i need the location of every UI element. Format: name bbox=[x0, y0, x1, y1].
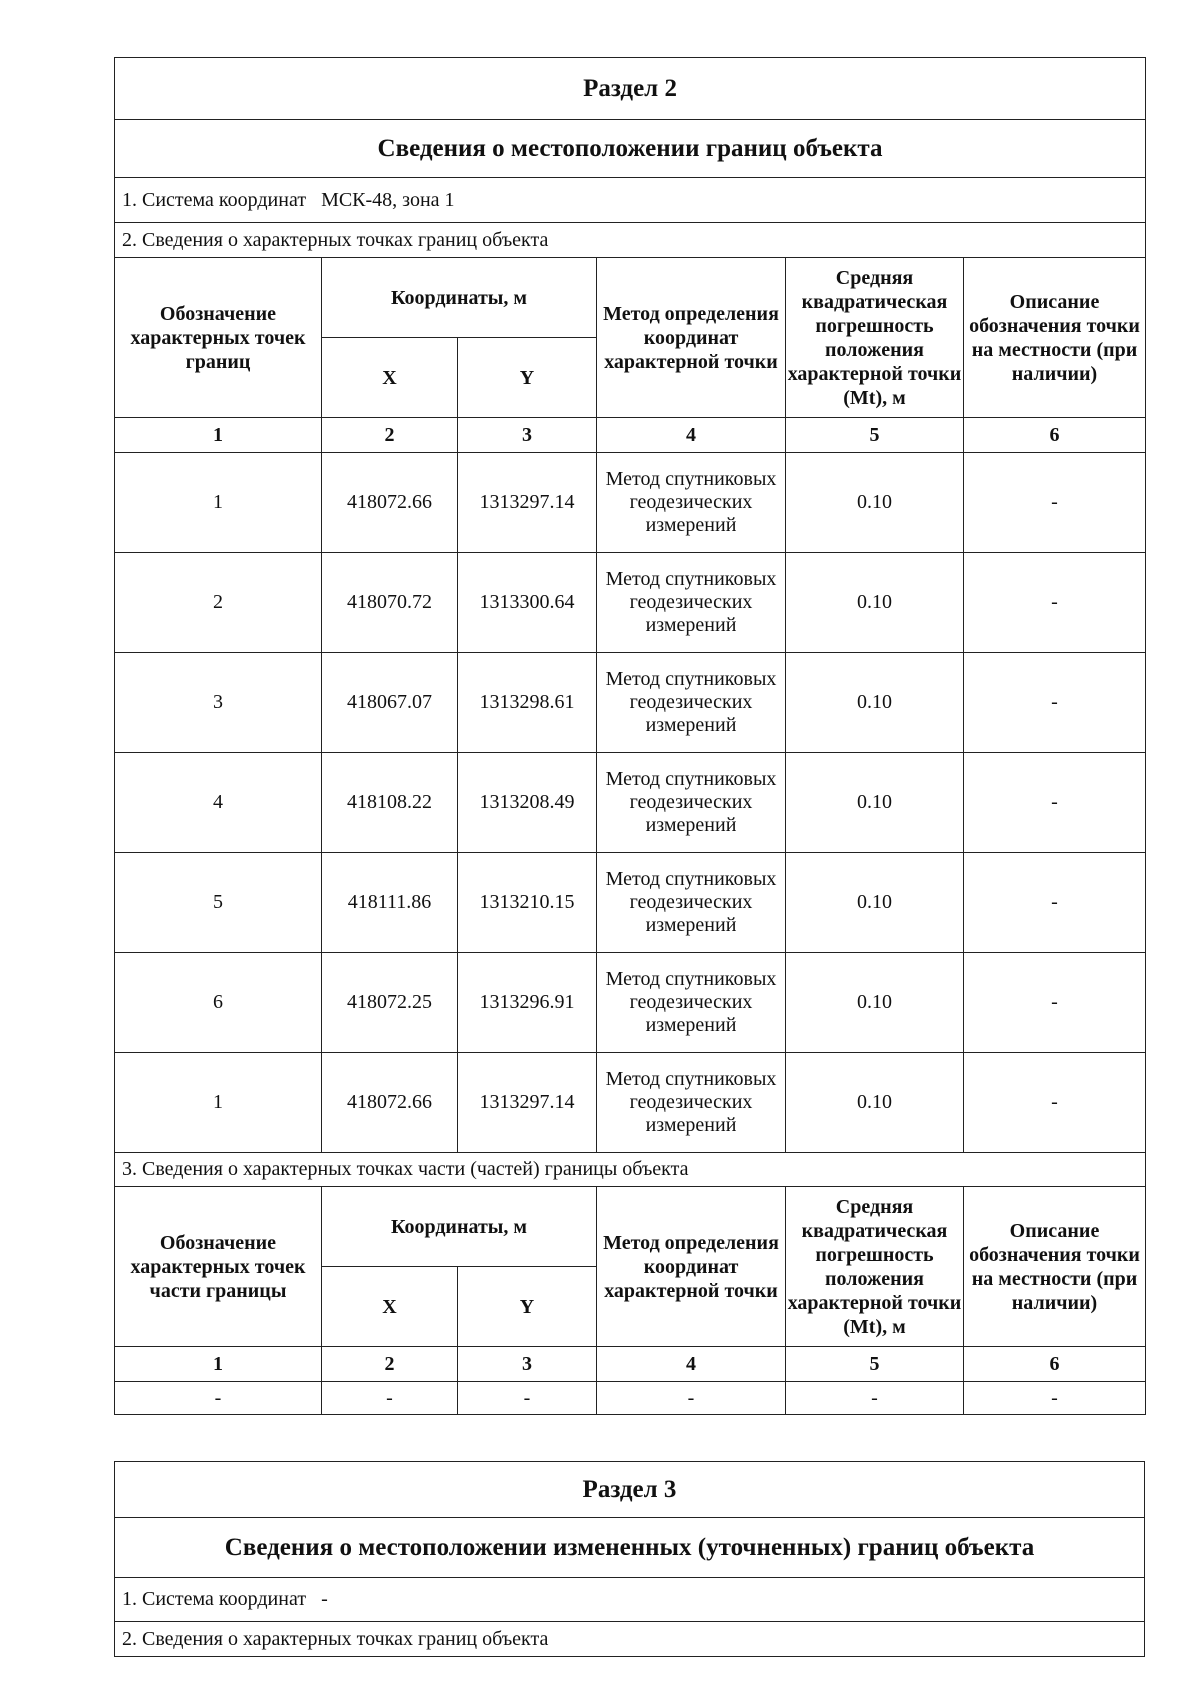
cell-desc: - bbox=[964, 853, 1146, 953]
coord-system-value: - bbox=[321, 1588, 328, 1610]
col-number: 3 bbox=[458, 1347, 597, 1382]
section-3-points-heading: 2. Сведения о характерных точках границ объекта bbox=[115, 1622, 1145, 1657]
section-3-title: Раздел 3 bbox=[115, 1462, 1145, 1518]
cell-desc: - bbox=[964, 453, 1146, 553]
cell-y: 1313300.64 bbox=[458, 553, 597, 653]
cell-x: 418072.66 bbox=[322, 1053, 458, 1153]
cell-empty: - bbox=[786, 1382, 964, 1415]
table-row bbox=[115, 953, 1146, 1053]
col-number: 3 bbox=[458, 418, 597, 453]
cell-error: 0.10 bbox=[786, 453, 964, 553]
col-number: 1 bbox=[115, 1347, 322, 1382]
table-row bbox=[115, 453, 1146, 553]
col-number: 2 bbox=[322, 1347, 458, 1382]
col-number: 6 bbox=[964, 418, 1146, 453]
parts-header-coords: Координаты, м bbox=[322, 1187, 597, 1267]
col-number: 6 bbox=[964, 1347, 1146, 1382]
cell-point: 1 bbox=[115, 453, 322, 553]
cell-error: 0.10 bbox=[786, 653, 964, 753]
col-number: 2 bbox=[322, 418, 458, 453]
coord-system-row bbox=[115, 178, 1146, 223]
cell-error: 0.10 bbox=[786, 953, 964, 1053]
table-row bbox=[115, 753, 1146, 853]
cell-method: Метод спутниковых геодезических измерений bbox=[597, 553, 786, 653]
cell-point: 4 bbox=[115, 753, 322, 853]
section-3-table bbox=[114, 1461, 1145, 1657]
cell-method: Метод спутниковых геодезических измерений bbox=[597, 853, 786, 953]
cell-error: 0.10 bbox=[786, 753, 964, 853]
points-heading: 2. Сведения о характерных точках границ объекта bbox=[115, 223, 1146, 258]
cell-x: 418070.72 bbox=[322, 553, 458, 653]
section-3-coord-system-row bbox=[115, 1578, 1145, 1622]
parts-header-y: Y bbox=[458, 1267, 597, 1347]
cell-method: Метод спутниковых геодезических измерений bbox=[597, 953, 786, 1053]
cell-error: 0.10 bbox=[786, 553, 964, 653]
col-number: 5 bbox=[786, 418, 964, 453]
cell-point: 3 bbox=[115, 653, 322, 753]
cell-point: 2 bbox=[115, 553, 322, 653]
parts-heading: 3. Сведения о характерных точках части (частей) границы объекта bbox=[115, 1153, 1146, 1187]
col-number: 4 bbox=[597, 418, 786, 453]
parts-header-designation: Обозначение характерных точек части границы bbox=[115, 1187, 322, 1347]
cell-method: Метод спутниковых геодезических измерений bbox=[597, 1053, 786, 1153]
parts-header-error: Средняя квадратическая погрешность положения характерной точки (Mt), м bbox=[786, 1187, 964, 1347]
col-number: 1 bbox=[115, 418, 322, 453]
cell-point: 5 bbox=[115, 853, 322, 953]
cell-method: Метод спутниковых геодезических измерений bbox=[597, 653, 786, 753]
table-row bbox=[115, 1382, 1146, 1415]
header-x: X bbox=[322, 338, 458, 418]
cell-point: 1 bbox=[115, 1053, 322, 1153]
parts-header-x: X bbox=[322, 1267, 458, 1347]
header-description: Описание обозначения точки на местности (при наличии) bbox=[964, 258, 1146, 418]
cell-y: 1313298.61 bbox=[458, 653, 597, 753]
section-2-table bbox=[114, 57, 1146, 1415]
cell-point: 6 bbox=[115, 953, 322, 1053]
parts-header-description: Описание обозначения точки на местности (при наличии) bbox=[964, 1187, 1146, 1347]
table-row bbox=[115, 1053, 1146, 1153]
cell-y: 1313297.14 bbox=[458, 1053, 597, 1153]
cell-x: 418111.86 bbox=[322, 853, 458, 953]
section-2-subtitle: Сведения о местоположении границ объекта bbox=[115, 120, 1146, 178]
cell-x: 418072.66 bbox=[322, 453, 458, 553]
cell-desc: - bbox=[964, 753, 1146, 853]
cell-desc: - bbox=[964, 653, 1146, 753]
cell-method: Метод спутниковых геодезических измерений bbox=[597, 753, 786, 853]
col-number: 4 bbox=[597, 1347, 786, 1382]
cell-y: 1313208.49 bbox=[458, 753, 597, 853]
cell-empty: - bbox=[322, 1382, 458, 1415]
header-coords: Координаты, м bbox=[322, 258, 597, 338]
cell-desc: - bbox=[964, 953, 1146, 1053]
table-row bbox=[115, 853, 1146, 953]
cell-y: 1313210.15 bbox=[458, 853, 597, 953]
cell-empty: - bbox=[964, 1382, 1146, 1415]
parts-header-method: Метод определения координат характерной точки bbox=[597, 1187, 786, 1347]
cell-x: 418067.07 bbox=[322, 653, 458, 753]
coord-system-label: 1. Система координат bbox=[122, 188, 307, 211]
cell-y: 1313297.14 bbox=[458, 453, 597, 553]
header-method: Метод определения координат характерной точки bbox=[597, 258, 786, 418]
cell-x: 418108.22 bbox=[322, 753, 458, 853]
cell-empty: - bbox=[597, 1382, 786, 1415]
table-row bbox=[115, 653, 1146, 753]
cell-error: 0.10 bbox=[786, 1053, 964, 1153]
cell-desc: - bbox=[964, 553, 1146, 653]
section-3-subtitle: Сведения о местоположении измененных (уточненных) границ объекта bbox=[115, 1518, 1145, 1578]
cell-desc: - bbox=[964, 1053, 1146, 1153]
table-row bbox=[115, 553, 1146, 653]
cell-x: 418072.25 bbox=[322, 953, 458, 1053]
header-error: Средняя квадратическая погрешность положения характерной точки (Mt), м bbox=[786, 258, 964, 418]
cell-empty: - bbox=[115, 1382, 322, 1415]
col-number: 5 bbox=[786, 1347, 964, 1382]
cell-y: 1313296.91 bbox=[458, 953, 597, 1053]
coord-system-label: 1. Система координат bbox=[122, 1588, 307, 1610]
cell-empty: - bbox=[458, 1382, 597, 1415]
header-y: Y bbox=[458, 338, 597, 418]
cell-method: Метод спутниковых геодезических измерений bbox=[597, 453, 786, 553]
header-designation: Обозначение характерных точек границ bbox=[115, 258, 322, 418]
coord-system-value: МСК-48, зона 1 bbox=[321, 188, 455, 211]
cell-error: 0.10 bbox=[786, 853, 964, 953]
section-2-title: Раздел 2 bbox=[115, 58, 1146, 120]
